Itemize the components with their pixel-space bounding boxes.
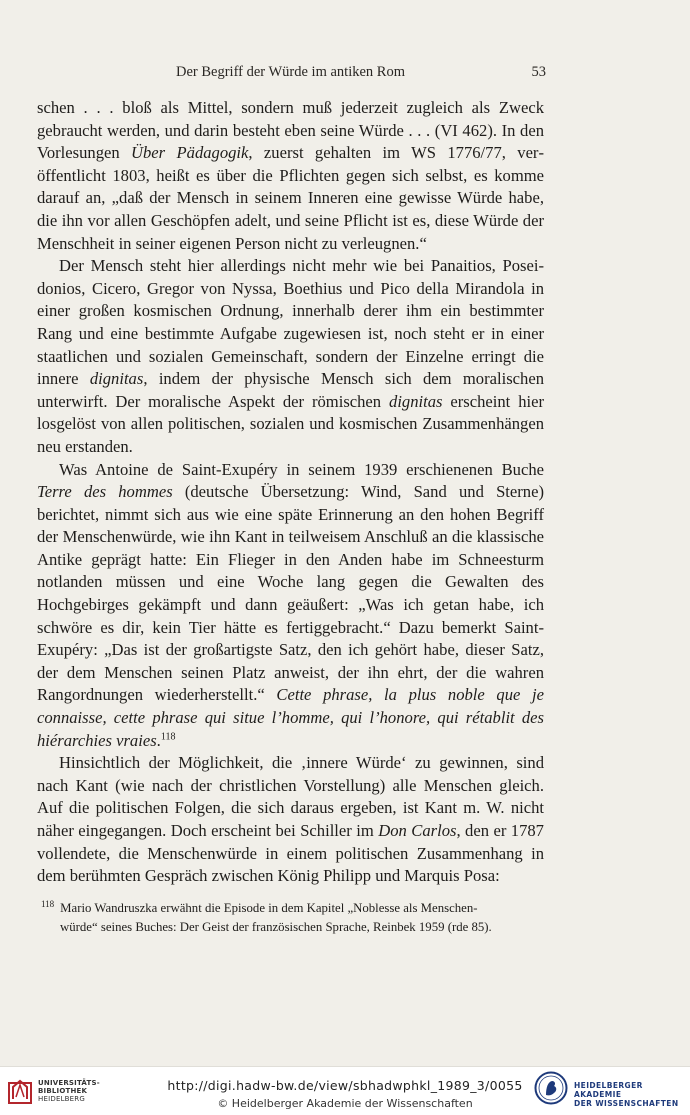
text-segment: erscheint hier losgelöst von allen politischen, sozialen und kosmischen Zusammenhängen neu erstanden. [37, 391, 544, 456]
italic-text: Cette phrase, la plus noble que je connaisse, cette phrase qui situe l’homme, qui l’honore, qui rétablit des hiérarchies vraies [37, 685, 544, 750]
text-segment: schen . . . bloß als Mittel, sondern muß jederzeit zugleich als Zweck gebraucht werden, und darin besteht eben seine Würde . . . (VI 462). In den Vorlesungen [37, 98, 544, 163]
paragraph [37, 459, 544, 753]
italic-text: Terre des hommes [37, 482, 173, 502]
italic-text: dignitas [89, 369, 144, 389]
text-segment: , den er 1787 vollendete, die Menschenwürde in einem politischen Zusammenhang in dem berühmten Gespräch zwischen König Philipp und Marquis Posa: [37, 821, 544, 886]
text-segment: (deutsche Übersetzung: Wind, Sand und Sterne) berichtet, nimmt sich aus wie eine späte Erinnerung an den hohen Begriff der Menschenwürde, wie ihn Kant in teilweisem Anschluß an die klassische Antike geprägt hatte: Ein Flieger in den Anden habe im Schneesturm notlanden müssen und eine Woche lang gegen die Gewalten des Hochgebirges gekämpft und dann geäußert: „Was ich getan habe, ich schwöre es dir, kein Tier hätte es fertiggebracht.“ Dazu bemerkt Saint-Exupéry: „Das ist der großartigste Satz, den ich gehört habe, dieser Satz, der dem Menschen seinen Platz anweist, der ihn ehrt, der die wahren Rangordnungen wiederherstellt.“ [37, 482, 544, 705]
copyright-notice: © Heidelberger Akademie der Wissenschaften [217, 1097, 473, 1110]
footnote-number: 118 [41, 898, 55, 909]
paragraph [37, 752, 544, 888]
viewer-footer [0, 1066, 690, 1115]
university-library-logo-text: UNIVERSITÄTS- BIBLIOTHEK HEIDELBERG [38, 1079, 100, 1103]
footnote-reference: 118 [160, 731, 176, 743]
footnote-line-2: würde“ seines Buches: Der Geist der französischen Sprache, Reinbek 1959 (rde 85). [60, 920, 492, 934]
text-segment: Hinsichtlich der Möglichkeit, die ‚innere Würde‘ zu gewinnen, sind nach Kant (wie nach der christlichen Vorstellung) alle Menschen gleich. Auf die politischen Folgen, die sich daraus ergeben, ist Kant m. W. nicht näher eingegangen. Doch erscheint bei Schiller im [37, 753, 544, 840]
text-segment: Was Antoine de Saint-Exupéry in seinem 1939 erschienenen Buche [59, 459, 544, 479]
text-segment: Der Mensch steht hier allerdings nicht mehr wie bei Panaitios, Poseidonios, Cicero, Gregor von Nyssa, Boethius und Pico della Mirandola in einer großen kosmischen Ordnung, innerhalb derer ihm ein bestimmter Rang und eine bestimmte Aufgabe zugewiesen ist, noch steht er in einer staatlichen und sozialen Gemeinschaft, sondern der Einzelne erringt die innere [37, 256, 544, 389]
permalink-url[interactable]: http://digi.hadw-bw.de/view/sbhadwphkl_1989_3/0055 [167, 1078, 523, 1093]
italic-text: Über Pädagogik [131, 143, 249, 163]
body-text [37, 97, 544, 888]
footnote [37, 899, 544, 937]
running-title: Der Begriff der Würde im antiken Rom [176, 64, 405, 80]
text-segment: . [156, 730, 161, 750]
paragraph [37, 97, 544, 255]
text-segment: , zuerst gehalten im WS 1776/77, veröffentlicht 1803, heißt es über die Pflichten gegen sich selbst, es komme darauf an, „daß der Mensch in seinem Inneren eine gewisse Würde habe, die ihn vor allen Geschöpfen adelt, und seine Pflicht ist es, diese Würde der Menschheit in seiner eigenen Person nicht zu verleugnen.“ [37, 143, 544, 253]
italic-text: Don Carlos [378, 821, 457, 840]
academy-logo-text: HEIDELBERGER AKADEMIE DER WISSENSCHAFTEN [574, 1081, 679, 1108]
paragraph [37, 255, 544, 458]
academy-seal-icon[interactable] [534, 1071, 568, 1105]
italic-text: dignitas [389, 391, 443, 411]
text-segment: , indem der physische Mensch sich dem moralischen unterwirft. Der moralische Aspekt der römischen [37, 369, 545, 411]
footnote-line-1: Mario Wandruszka erwähnt die Episode in dem Kapitel „Noblesse als Menschen- [60, 901, 478, 915]
page-number: 53 [531, 64, 546, 80]
